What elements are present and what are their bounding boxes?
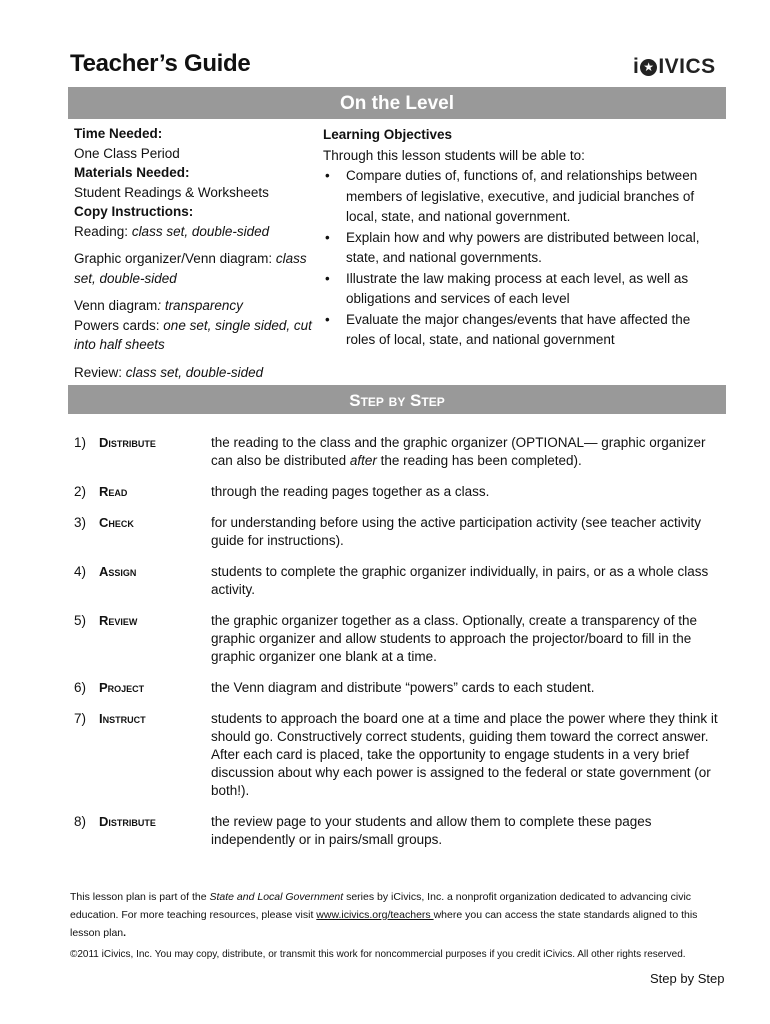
learning-objectives [323,125,723,351]
objective-item: • Evaluate the major changes/events that have affected the roles of local, state, and national government [325,311,691,347]
objective-item: • Explain how and why powers are distributed between local, state, and national governments. [325,229,700,265]
time-needed-value: One Class Period [74,145,180,161]
step-verb: Read [99,484,128,499]
bullet-icon: • [325,270,330,286]
graphic-organizer-label: Graphic organizer/Venn diagram: [74,251,273,266]
teachers-link[interactable]: www.icivics.org/teachers [316,909,434,921]
step-verb: Review [99,613,138,628]
step-row [74,710,724,800]
step-row [74,514,724,550]
step-row [74,612,724,666]
step-verb: Assign [99,564,137,579]
step-number: 6) [74,680,87,695]
objectives-title: Learning Objectives [323,127,453,142]
page-title: Teacher’s Guide [70,50,251,77]
step-text: the review page to your students and allow them to complete these pages independently or in pairs/small groups. [211,814,652,847]
star-icon: ★ [640,59,657,76]
icivics-logo [633,54,729,80]
review-instruction [74,363,319,383]
reading-value: class set, double-sided [131,223,270,239]
step-row [74,679,724,697]
page-footer-label: Step by Step [650,971,725,986]
step-number: 4) [74,564,87,579]
review-value: class set, double-sided [125,364,264,380]
step-text: students to complete the graphic organizer individually, in pairs, or as a whole class activity. [211,564,709,597]
reading-instruction [74,222,319,242]
section-header-on-the-level: On the Level [68,87,726,119]
graphic-organizer-instruction [74,249,319,288]
copy-instructions-label: Copy Instructions: [74,204,194,219]
objective-item: • Illustrate the law making process at each level, as well as obligations and services of each level [325,270,689,306]
step-number: 2) [74,484,87,499]
review-label: Review: [74,364,123,380]
series-name: State and Local Government [209,891,344,903]
powers-cards-instruction [74,316,319,355]
step-row [74,434,724,470]
step-row [74,563,724,599]
step-verb: Project [99,680,145,695]
step-text: through the reading pages together as a class. [211,484,490,499]
objective-item: • Compare duties of, functions of, and relationships between members of legislative, executive, and judicial branches of local, state, and national government. [325,168,698,224]
steps-list [74,434,724,862]
bullet-icon: • [325,168,330,183]
venn-diagram-label: Venn diagram [74,298,158,313]
step-row [74,813,724,849]
step-verb: Check [99,515,134,530]
logo-prefix: i [633,55,640,78]
step-number: 5) [74,613,87,628]
step-text: students to approach the board one at a time and place the power where they think it should go. Constructively correct students, guiding them toward the correct answer. After each card is placed, take the opportunity to engage students in a very brief discussion about why each power is assigned to the federal or state government (or both!). [211,711,718,798]
step-number: 1) [74,435,87,450]
materials-column [74,124,319,382]
venn-diagram-value: : transparency [157,298,243,313]
time-needed-label: Time Needed: [74,126,163,141]
objectives-intro: Through this lesson students will be able to: [323,147,585,163]
footer-note: This lesson plan is part of the State and Local Government series by iCivics, Inc. a nonprofit organization dedicated to advancing civic education. For more teaching resources, please visit www.icivics.org/teachers where you can access the state standards aligned to this lesson plan. [70,891,698,939]
materials-value: Student Readings & Worksheets [74,184,269,200]
reading-label: Reading: [74,223,129,239]
step-verb: Instruct [99,711,146,726]
bullet-icon: • [325,311,330,327]
step-row [74,483,724,501]
step-number: 3) [74,515,87,530]
step-number: 8) [74,814,87,829]
powers-cards-label: Powers cards: [74,317,160,333]
step-text: the graphic organizer together as a class. Optionally, create a transparency of the graphic organizer and allow students to approach the projector/board to fill in the graphic organizer one blank at a time. [211,613,698,664]
step-number: 7) [74,711,87,726]
logo-suffix: IVICS [658,55,716,78]
step-text: the Venn diagram and distribute “powers” cards to each student. [211,680,595,695]
step-text: the reading to the class and the graphic organizer (OPTIONAL— graphic organizer can also be distributed after the reading has been completed). [211,435,706,468]
section-header-step-by-step: Step by Step [68,385,726,414]
powers-cards-value: one set, single sided, cut into half sheets [74,317,312,352]
step-verb: Distribute [99,814,156,829]
objectives-list [323,166,723,351]
step-verb: Distribute [99,435,156,450]
copyright-notice: ©2011 iCivics, Inc. You may copy, distribute, or transmit this work for noncommercial purposes if you credit iCivics. All other rights reserved. [70,949,686,960]
graphic-organizer-value: class set, double-sided [74,251,307,286]
materials-label: Materials Needed: [74,165,190,180]
step-text: for understanding before using the active participation activity (see teacher activity guide for instructions). [211,515,702,548]
venn-diagram-instruction [74,296,319,316]
bullet-icon: • [325,229,330,245]
